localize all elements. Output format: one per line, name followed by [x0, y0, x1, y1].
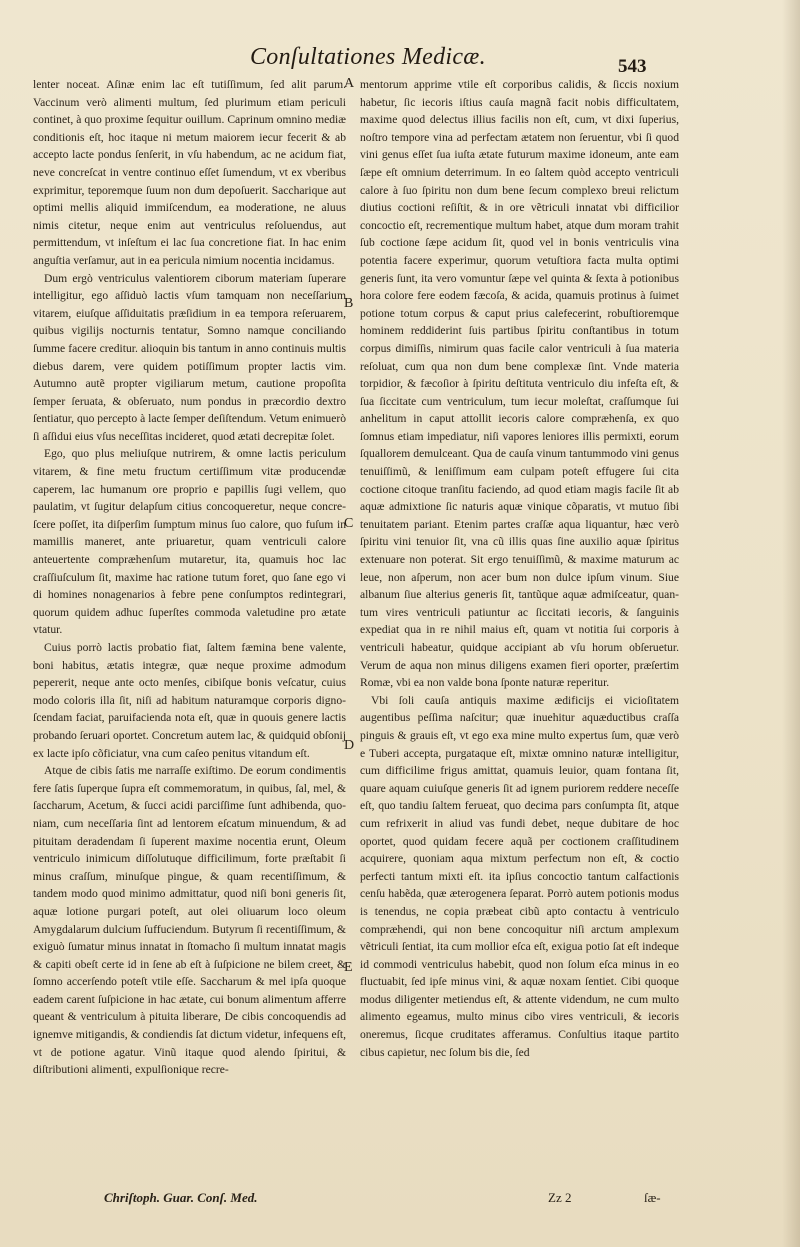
left-column: [33, 76, 346, 1184]
paragraph: Dum ergò ventriculus valentiorem ciborum materiam ſuperare intelligitur, ego aſſiduò lactis vſum tamquam non neceſſarium vitarem, eiuſque aſſiduitatis præſidium in ea tempora reſeruarem, quibus vigilijs nocturnis tentatur, Somno namque conciliando ſumme facere creditur. alioquin bis tantum in anno continuis multis diebus darem, vere quidem potiſſimum propter lactis vim. Autumno autẽ propter vigiliarum metum, cautione propoſita ſemper ſeruata, & obſeruato, num pondus in præcordio dextro ſentiatur, quo percepto à lacte ſemper deſiſtendum. Vetum enimuerò ſi aſſidui eius vſus neceſſitas incideret, quod ætati decrepitæ ſolet.: [33, 271, 346, 443]
signature-mark: Zz 2: [548, 1190, 572, 1205]
paragraph: Vbi ſoli cauſa antiquis maxime ædificijs ei vicioſitatem augentibus peſſima naſcitur; quæ inuehitur aquæductibus craſſa pinguis & grauis eſt, vt ego exa mine multo expertus ſum, quæ verò e Tuberi accepta, purgataque eſt, mixtæ omnino naturæ intelligitur, cum difficilime frigus amittat, quamuis leuior, quam fontana ſit, quare aquam cuiuſque generis ſit ad ignem puriorem reddere neceſſe eſt, quo tandiu ſaltem ferueat, quo decima pars conſumpta ſit, atque cum refrixerit in aliud vas fundi debet, neque dubitare de hoc oportet, quod quidam fecere aquã per coctionem craſſitudinem acquirere, quoniam aqua mixtum perfectum non eſt, & coctio perfecti tantum mixti eſt. ita ipſius concoctio tantum calfactionis cenſu habẽda, quæ æterogenera ſeparat. Porrò autem potionis modus is tenendus, ne copia præbeat cibũ apto contactu à ventriculo compræhendi, qui non bene concoquitur niſi arctum amplexum vẽtriculi ſentiat, ita cum mollior eſca eſt, exigua potio ſat eſt indeque id commodi ventriculus habebit, quod non ſolum eſca minus in eo fluctuabit, ſed ipſe minus vini, & aquæ noxam ſentiet. Cibi quoque modus diligenter metiendus eſt, & attente videndum, ne cum multo alimento egeamus, multo minus cibo vires ventriculi, & iecoris oneremus, ſicque cruditates afferamus. Conſultius itaque partito cibus capietur, nec ſolum bis die, ſed: [360, 693, 679, 1059]
catchword: ſæ-: [644, 1190, 661, 1205]
right-column: [360, 76, 679, 1184]
running-title: Conſultationes Medicæ.: [250, 44, 486, 70]
paragraph: Ego, quo plus meliuſque nutrirem, & omne lactis periculum vitarem, & fine metu fructum certiſſimum vitæ producendæ caperem, lac humanum ore proprio e papillis ſugi vellem, quo paulatim, vt ſugitur delapſum citius concoqueretur, neque concreſcere poſſet, ita diſperſim ſumptum minus ſuo calore, quo fuſum in mamillis maneret, ante priuaretur, quam ventriculi calore anteuertente compræhenſum mutaretur, ita, quamuis hoc lac craſſiuſculum ſit, maxime hac ratione tutum foret, quo ſane ego vi di homines nonagenarios à febre pene conſumptos redintegrari, quorum quidem adhuc ſuperſtes commoda valetudine pro ætate vtatur.: [33, 447, 346, 637]
margin-letter-d: D: [344, 738, 355, 753]
paragraph: Atque de cibis ſatis me narraſſe exiſtimo. De eorum condimentis fere ſatis ſuperque ſupra eſt commemoratum, in quibus, ſal, mel, & ſaccharum, Acetum, & ſucci acidi parciſſime ſunt adhibenda, quoniam, cum neceſſaria ſint ad lentorem eſcatum minuendum, & ad pituitam deradendam ſi ſuperent maxime nocentia erunt, Oleum ventriculo inimicum diſſolutuque difficilimum, forte præſtabit ſi minus craſſum, minuſque pingue, & quam recentiſſimum, & tandem modo quod minimo admittatur, quod niſi boni generis ſit, aquæ lotione purgari poteſt, aut olei oliuarum loco oleum Amygdalarum dulcium ſuffuciendum. Butyrum ſi recentiſſimum, & exiguò ſumatur minus innatat in ſtomacho ſi multum innatat magis & capiti obeſt certe id in ſene ab eſt à ſuſpicione ne bilem creet, & ſomno accerſendo poteſt vtile eſſe. Saccharum & mel ipſa quoque eadem carent ſuſpicione in hac ætate, cui bonum alimentum afferre queant & ventriculum à pituita liberare, De cibis concoquendis ad ignemve mitigandis, & condiendis ſat dictum videtur, infequens eſt, vt de potione agatur. Vinũ itaque quod alendo ſpiritui, & diſtributioni alimenti, expulſionique recre-: [33, 764, 346, 1077]
printer-line: Chriſtoph. Guar. Conſ. Med.: [104, 1190, 258, 1205]
margin-letter-c: C: [344, 516, 354, 531]
paragraph: Cuius porrò lactis probatio fiat, ſaltem fæmina bene valente, boni habitus, ætatis integræ, quæ neque proxime admodum pepererit, neque ante octo menſes, cibiſque bonis veſcatur, cuius modo coloris illa ſit, niſi ad habitum naturamque corporis dignoſcendam faciat, paruifacienda nota eſt, quæ in quouis genere lactis probando ſeruari oportet. Concretum autem lac, & quidquid obſonij ex lacte ipſo cõficiatur, vna cum caſeo penitus vitandum eſt.: [33, 641, 346, 760]
margin-letter-a: A: [344, 76, 355, 91]
paragraph: mentorum apprime vtile eſt corporibus calidis, & ſiccis noxium habetur, ſic iecoris iſtius cauſa magnã facit nobis difficultatem, maxime quod delectus illius facilis non eſt, cum, vt dixi ſuperius, noſtro tempore vina ad perfectam ætatem non ſeruentur, vbi ſi quod vini genus eſſet ſua iuſta ætate futurum maxime idoneum, ante eam ſæpe eſt omnium deterrimum. In eo ſaltem quòd accepto ventriculi calore à ſuo ſpiritu non dum bene ſecum complexo breui relictum diutius coctioni reſiſtit, & in ore vẽtriculi innatat vbi difficilior concoctio eſt, recrementique multum habet, atque dum moram trahit ſub coctione ſæpe acidum ſit, quod vel in bonis ventriculis vina potentia facere experimur, quorum vetuſtiora facta multa optimi generis ſunt, ita vero vomuntur ſæpe vel quinta & ſexta à potionibus hora colore fere eodem fæcoſa, & acida, quamuis protinus à ſuimet potione totum corpus & caput prius calefecerint, robuſtioremque hominem reddiderint ſuis partibus ſpiritu conſtantibus in totum corpus dimiſſis, nimirum quas facile calor ventriculi à ſua materia reſoluat, cum qua non dum bene complexæ ſint. Vnde materia torpidior, & fæcoſior à ſpiritu deſtituta ventriculo diu infeſta eſt, & ſua ſiccitate cum ventriculum, tum iecur moleſtat, craſſumque ſui anhelitum in caput attollit iecoris calore compræhenſa, ex quo ſomnus etiam impediatur, niſi vapores leniores illis permixti, eorum ſquallorem demulceant. Qua de cauſa vinum tantummodo vini genus tenuiſſimũ, & leniſſimum eam culpam poteſt effugere ſui cita coctione citoque tranſitu faciendo, ad quod etiam magis facile ſit ab aquæ admixtione ſic naturis aquæ vinique cõparatis, vt mutuo ſibi tenuitatem pariant. Etenim partes craſſæ aqua liquantur, hæc verò ſpiritu vini tenuior ſit, vna cũ illis quas ſine auxilio aquæ ſpiritus extenuare non poterat. Sit ergo tenuiſſimũ, & maxime maturum ac leue, non aſperum, non acer bum non dulce ipſum vinum. Siue albanum ſiue alterius generis ſit, tantũque aquæ admiſceatur, quantum vires ventriculi patiuntur ac ſiccitati iecoris, & ſanguinis expediat qua in re nihil maius eſt, quam vt notitia ſui corporis à ventriculi habeatur, quidque accipiant ab vſu horum obſeruetur. Verum de aqua non minus diligens examen fieri oporter, præſertim Romæ, vbi ea non valde bona ſponte naturæ reperitur.: [360, 78, 679, 690]
margin-letter-e: E: [344, 960, 353, 975]
margin-letter-b: B: [344, 296, 354, 311]
page-header: [0, 40, 800, 80]
paragraph: lenter noceat. Aſinæ enim lac eſt tutiſſimum, ſed alit parum. Vaccinum verò alimenti multum, ſed plurimum etiam periculi continet, à quo proxime ſequitur ouillum. Caprinum omnino mediæ conditionis eſt, hoc itaque ni metum maiorem iecur fecerit & ab accepto lacte pondus ſenſerit, in vſu habendum, ac ne acidum fiat, neve concreſcat in ventre continuo eſſet ſumendum, vt ex vberibus exprimitur, teporemque ſuum non dum depoſuerit. Saccharique aut optimi mellis aliquid immiſcendum, ea moderatione, ne aluus nimis citetur, neque enim aut ventriculus reſoluendus, aut permittendum, vt inſeſtum ei lac ſua concretione fiat. In hac enim anguſtia verſamur, aut in ea pericula nimium nocentia incidamus.: [33, 78, 346, 267]
page-number: 543: [618, 56, 647, 77]
page-edge-shadow: [782, 0, 800, 1247]
page-footer: [0, 1190, 800, 1230]
